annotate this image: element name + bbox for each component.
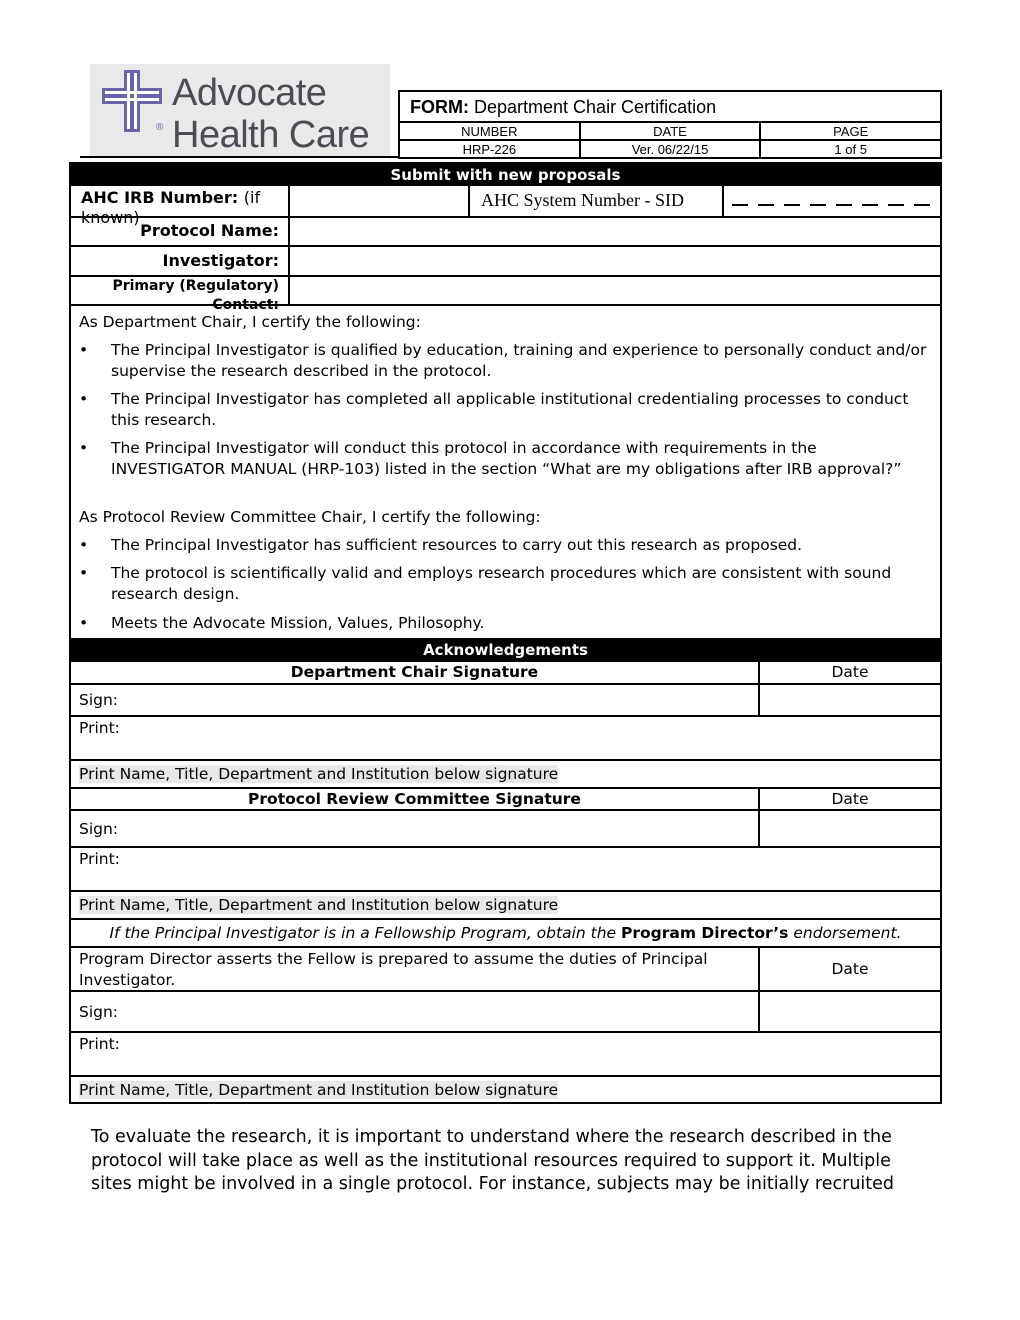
form-version-date: Ver. 06/22/15 — [581, 141, 762, 159]
fellowship-date-heading: Date — [831, 960, 869, 978]
prc-signature-heading: Protocol Review Committee Signature — [248, 790, 581, 808]
acknowledgements-bar: Acknowledgements — [71, 638, 940, 662]
sid-digit-slot — [862, 204, 878, 206]
prc-date-heading: Date — [831, 790, 869, 808]
dept-chair-intro: As Department Chair, I certify the following: — [79, 313, 421, 331]
prc-print-field[interactable] — [131, 848, 936, 890]
dept-chair-bullet: • The Principal Investigator is qualified by education, training and experience to personally conduct and/or supervise the research described in the protocol. — [79, 341, 927, 380]
certification-form — [69, 162, 942, 1104]
fellowship-print-label: Print: — [79, 1035, 120, 1053]
site-evaluation-paragraph: To evaluate the research, it is important to understand where the research described in the protocol will take place as well as the institutional resources required to support it. Multiple sites might be involved in a single protocol. For instance, subjects may be initially recruited — [91, 1127, 895, 1194]
prc-sign-label: Sign: — [79, 820, 119, 838]
form-header-table — [398, 90, 942, 159]
dept-chair-bullet: • The Principal Investigator has completed all applicable institutional credentialing processes to conduct this research. — [79, 390, 909, 429]
header-divider — [80, 156, 400, 158]
logo-registered-mark: ® — [156, 122, 164, 133]
advocate-logo — [90, 64, 390, 156]
dept-chair-date-field[interactable] — [760, 685, 940, 716]
form-header-columns — [400, 123, 940, 141]
prc-sign-field[interactable] — [131, 811, 756, 846]
irb-number-label: AHC IRB Number: (if known) — [81, 188, 261, 227]
cross-logo-icon — [102, 70, 162, 132]
form-header-values — [400, 141, 940, 159]
investigator-label: Investigator: — [162, 251, 279, 270]
sid-digit-slot — [888, 204, 904, 206]
dept-chair-signature-heading: Department Chair Signature — [290, 663, 539, 681]
fellowship-sign-field[interactable] — [131, 992, 756, 1031]
sid-digit-slot — [810, 204, 826, 206]
col-date: DATE — [581, 123, 762, 139]
form-page: 1 of 5 — [834, 142, 867, 157]
prc-note: Print Name, Title, Department and Institution below signature — [79, 896, 559, 914]
form-number: HRP-226 — [400, 141, 581, 159]
fellowship-note: Print Name, Title, Department and Institution below signature — [79, 1081, 559, 1099]
col-page: PAGE — [833, 124, 869, 139]
dept-chair-print-field[interactable] — [131, 717, 936, 759]
sid-digit-slot — [784, 204, 800, 206]
program-director-assertion: Program Director asserts the Fellow is prepared to assume the duties of Principal Investigator. — [79, 950, 708, 989]
dept-chair-sign-label: Sign: — [79, 691, 119, 709]
review-committee-bullet: • The Principal Investigator has sufficient resources to carry out this research as proposed. — [79, 536, 803, 554]
prc-print-label: Print: — [79, 850, 120, 868]
logo-text-line1: Advocate — [172, 72, 327, 114]
submit-bar: Submit with new proposals — [71, 164, 940, 186]
irb-number-input[interactable] — [290, 186, 468, 216]
investigator-input[interactable] — [290, 247, 940, 275]
dept-chair-bullet: • The Principal Investigator will conduct this protocol in accordance with requirements in the INVESTIGATOR MANUAL (HRP-103) listed in the section “What are my obligations after IRB approval?” — [79, 439, 902, 478]
sid-digit-slot — [732, 204, 748, 206]
protocol-name-label: Protocol Name: — [140, 221, 279, 240]
logo-text-line2: Health Care — [172, 114, 370, 156]
prc-date-field[interactable] — [760, 811, 940, 846]
col-number: NUMBER — [400, 123, 581, 139]
dept-chair-date-heading: Date — [831, 663, 869, 681]
fellowship-instruction: If the Principal Investigator is in a Fellowship Program, obtain the Program Director’s endorsement. — [109, 924, 902, 942]
review-committee-bullet: • The protocol is scientifically valid and employs research procedures which are consistent with sound research design. — [79, 564, 892, 603]
form-title: FORM: Department Chair Certification — [400, 92, 940, 123]
regulatory-contact-label: Primary (Regulatory) Contact: — [112, 278, 279, 313]
fellowship-date-field[interactable] — [760, 992, 940, 1031]
dept-chair-note: Print Name, Title, Department and Institution below signature — [79, 765, 559, 783]
dept-chair-sign-field[interactable] — [131, 685, 756, 716]
regulatory-contact-input[interactable] — [290, 277, 940, 304]
fellowship-sign-label: Sign: — [79, 1003, 119, 1021]
sid-input[interactable] — [724, 186, 940, 216]
sid-label: AHC System Number - SID — [481, 190, 684, 210]
review-committee-bullet: • Meets the Advocate Mission, Values, Philosophy. — [79, 614, 485, 632]
fellowship-print-field[interactable] — [131, 1033, 936, 1075]
sid-digit-slot — [758, 204, 774, 206]
sid-digit-slot — [914, 204, 930, 206]
dept-chair-print-label: Print: — [79, 719, 120, 737]
sid-digit-slot — [836, 204, 852, 206]
protocol-name-input[interactable] — [290, 218, 940, 245]
review-committee-intro: As Protocol Review Committee Chair, I certify the following: — [79, 508, 541, 526]
